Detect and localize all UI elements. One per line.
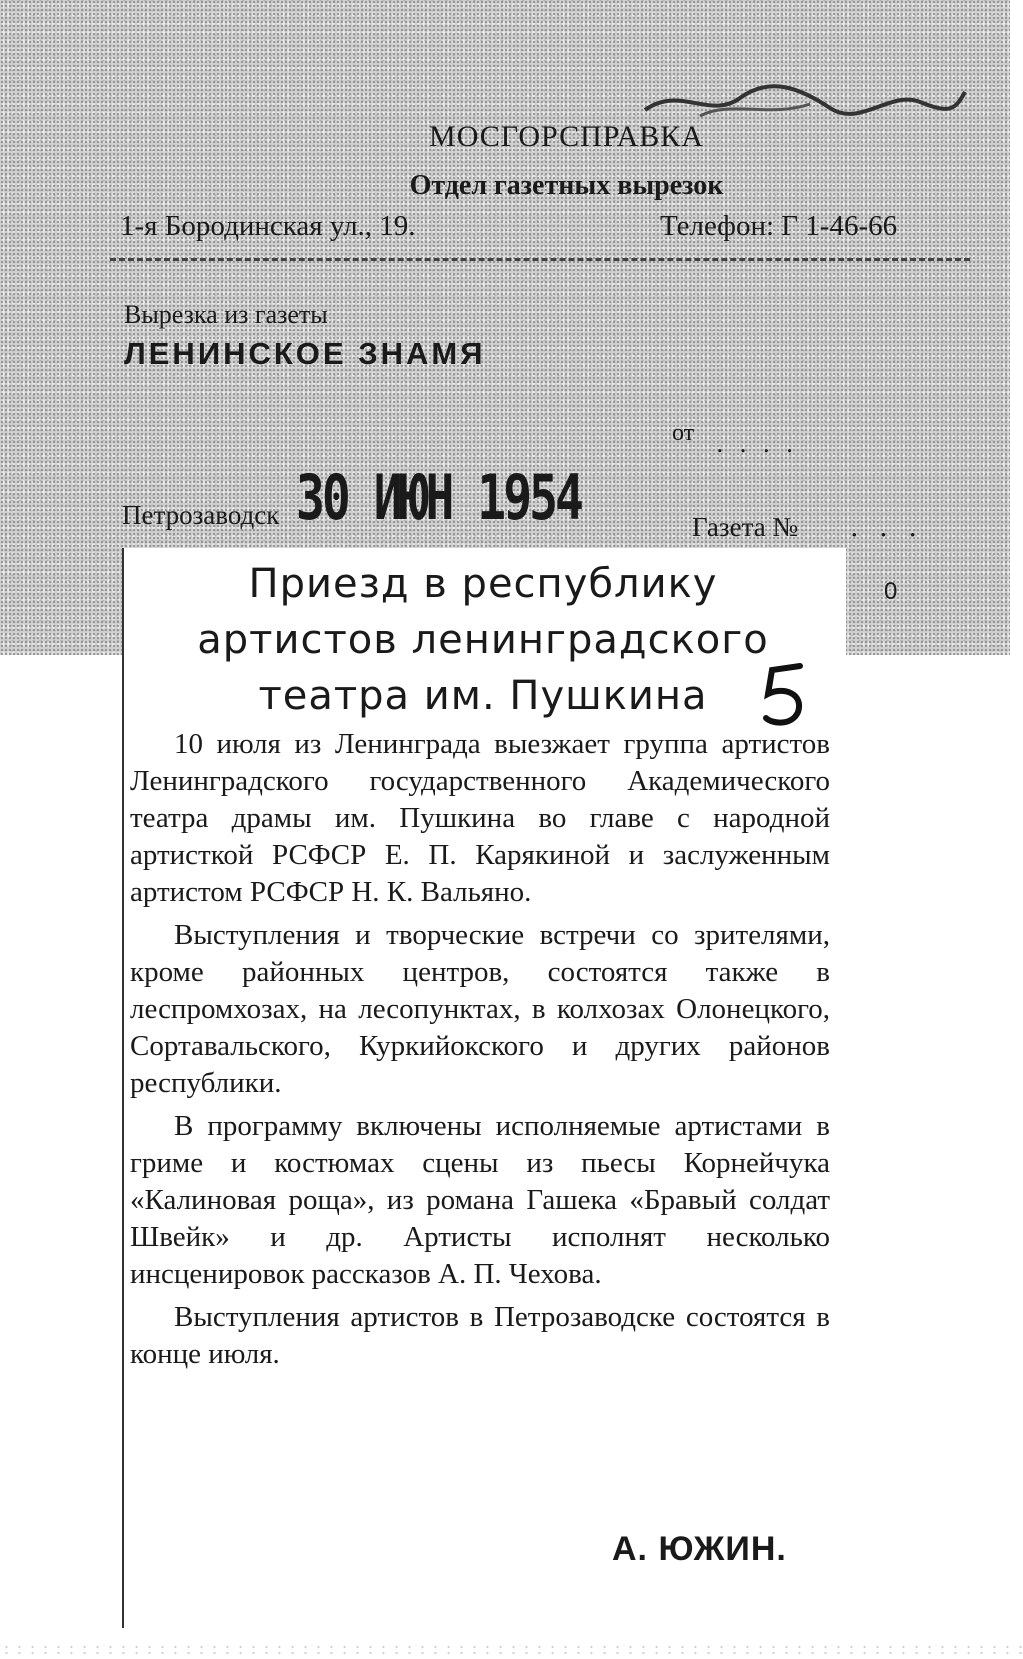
article-paragraph: Выступления и творческие встречи со зрителями, кроме районных центров, состоятся также в леспромхозах, на лесопунктах, в колхозах Олонецкого, Сортавальского, Куркийокского и других районов республики. <box>130 919 830 1099</box>
scan-noise <box>0 1644 1023 1654</box>
department-name: Отдел газетных вырезок <box>409 170 724 201</box>
city-name: Петрозаводск <box>122 500 280 530</box>
from-label: от <box>672 420 695 446</box>
date-stamp: 30 ИЮН 1954 <box>296 462 581 535</box>
headline-line: артистов ленинградского <box>197 617 769 663</box>
handwritten-scribble <box>640 80 970 124</box>
from-date-blank: . . . . <box>716 430 798 458</box>
office-phone: Телефон: Г 1-46-66 <box>660 210 898 242</box>
issue-number-blank: . . . <box>850 512 923 543</box>
corner-mark: 0 <box>884 578 898 605</box>
article-paragraph: В программу включены исполняемые артистами в гриме и костюмах сцены из пьесы Корнейчука «Калиновая роща», из романа Гашека «Бравый солдат Швейк» и др. Артисты исполнят несколько инсценировок рассказов А. П. Чехова. <box>130 1110 830 1290</box>
article-signature: А. ЮЖИН. <box>612 1530 787 1568</box>
headline-line: Приезд в республику <box>248 561 718 607</box>
article-body <box>130 726 830 1379</box>
issue-number-label: Газета № <box>692 512 799 542</box>
article-headline <box>122 556 844 724</box>
clipping-label: Вырезка из газеты <box>124 300 328 329</box>
newspaper-name: ЛЕНИНСКОЕ ЗНАМЯ <box>124 336 486 371</box>
office-name: МОСГОРСПРАВКА <box>429 120 704 153</box>
header-divider <box>110 258 970 261</box>
office-address: 1-я Бородинская ул., 19. <box>120 210 416 242</box>
article-paragraph: Выступления артистов в Петрозаводске состоятся в конце июля. <box>130 1301 830 1370</box>
handwritten-mark-icon <box>760 660 810 730</box>
article-paragraph: 10 июля из Ленинграда выезжает группа артистов Ленинградского государственного Академического театра драмы им. Пушкина во главе с народной артисткой РСФСР Е. П. Карякиной и заслуженным артистом РСФСР Н. К. Вальяно. <box>130 728 830 908</box>
headline-line: театра им. Пушкина <box>258 673 708 719</box>
